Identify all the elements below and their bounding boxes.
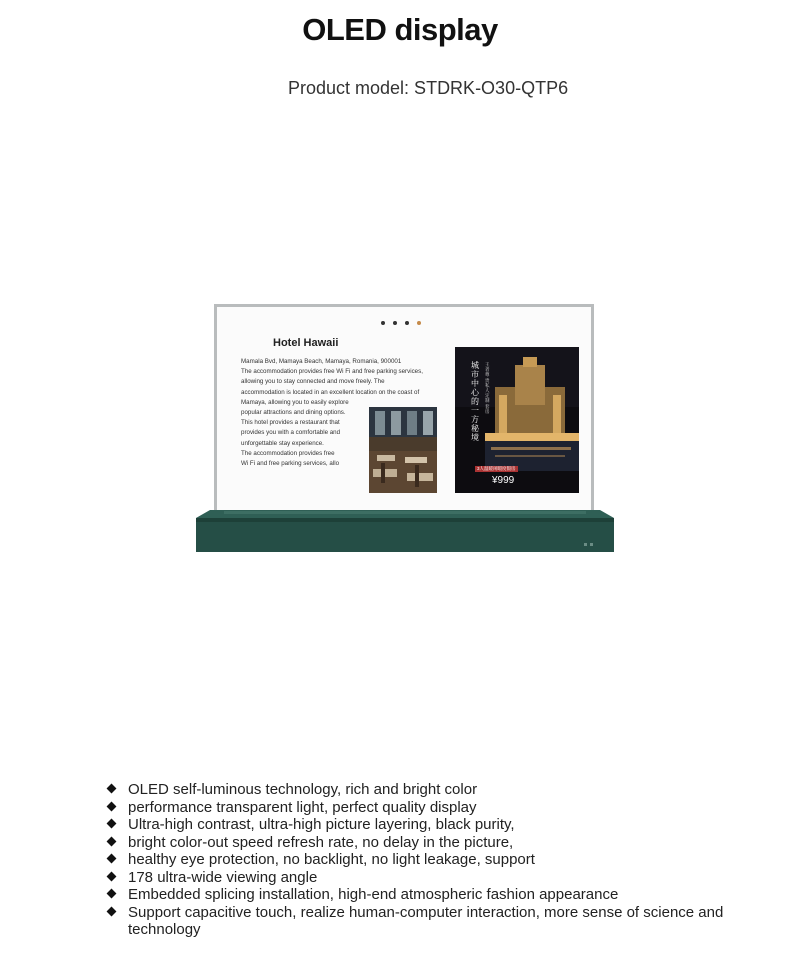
hotel-line: popular attractions and dining options. — [241, 409, 346, 417]
hotel-line: unforgettable stay experience. — [241, 439, 324, 447]
diamond-bullet-icon — [107, 784, 117, 794]
diamond-bullet-icon — [107, 871, 117, 881]
ad-tag: 3人温暖闲暇度假房 — [477, 466, 516, 471]
feature-text: performance transparent light, perfect quality display — [128, 798, 477, 816]
carousel-dot — [381, 321, 385, 325]
display-screen — [214, 304, 594, 514]
product-image — [196, 300, 616, 555]
feature-text: Support capacitive touch, realize human-computer interaction, more sense of science and — [128, 903, 724, 921]
hotel-line: accommodation is located in an excellent location on the coast of — [241, 388, 420, 396]
feature-item — [108, 886, 768, 904]
carousel-dot-active — [417, 321, 421, 325]
ad-headline: 城市中心的一方秘境 — [471, 361, 479, 442]
ad-price: ¥999 — [492, 475, 515, 486]
feature-text: healthy eye protection, no backlight, no light leakage, support — [128, 851, 535, 868]
hotel-line: Wi Fi and free parking services, allo — [241, 460, 340, 468]
carousel-dot — [393, 321, 397, 325]
feature-item-continuation — [108, 834, 768, 852]
hotel-line: This hotel provides a restaurant that — [241, 419, 340, 427]
feature-text: 178 ultra-wide viewing angle — [128, 868, 318, 886]
feature-item — [108, 869, 768, 887]
feature-text: bright color-out speed refresh rate, no delay in the picture, — [128, 833, 514, 851]
diamond-bullet-icon — [107, 836, 117, 846]
feature-item — [108, 816, 768, 834]
hotel-line: The accommodation provides free Wi Fi and free parking services, — [241, 368, 423, 376]
carousel-dots — [381, 321, 421, 325]
hotel-title: Hotel Hawaii — [273, 337, 339, 349]
feature-item-continuation — [108, 851, 768, 869]
diamond-bullet-icon — [107, 889, 117, 899]
product-model: Product model: STDRK-O30-QTP6 — [288, 78, 569, 98]
feature-text: technology — [128, 921, 201, 938]
hotel-line: provides you with a comfortable and — [241, 429, 341, 437]
feature-item — [108, 781, 768, 799]
ad-subheadline: 王者尊贵私人定制套房 — [485, 363, 490, 415]
diamond-bullet-icon — [107, 854, 117, 864]
hotel-line: The accommodation provides free — [241, 449, 335, 457]
diamond-bullet-icon — [107, 906, 117, 916]
feature-list — [108, 781, 768, 939]
feature-item — [108, 799, 768, 817]
carousel-dot — [405, 321, 409, 325]
feature-item — [108, 904, 768, 922]
hotel-line: Mamala Bvd, Mamaya Beach, Mamaya, Romania, 900001 — [241, 358, 402, 365]
feature-item-continuation — [108, 921, 768, 939]
restaurant-photo — [369, 407, 437, 493]
display-base — [196, 510, 614, 552]
feature-text: OLED self-luminous technology, rich and bright color — [128, 781, 478, 798]
feature-text: Embedded splicing installation, high-end atmospheric fashion appearance — [128, 886, 619, 903]
feature-text: Ultra-high contrast, ultra-high picture layering, black purity, — [128, 816, 515, 833]
hotel-line: Mamaya, allowing you to easily explore — [241, 398, 349, 406]
diamond-bullet-icon — [107, 801, 117, 811]
page-title: OLED display — [302, 12, 498, 47]
hotel-line: allowing you to stay connected and move freely. The — [241, 378, 385, 386]
diamond-bullet-icon — [107, 819, 117, 829]
